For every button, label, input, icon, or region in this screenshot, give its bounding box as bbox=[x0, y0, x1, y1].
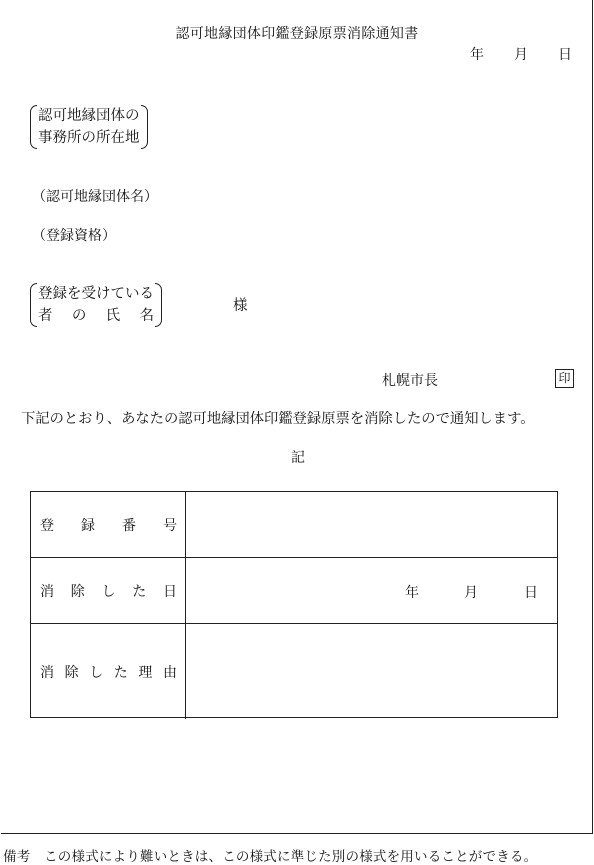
label-char: し bbox=[89, 664, 104, 681]
label-char: 日 bbox=[163, 583, 177, 600]
label-registration-number bbox=[31, 492, 186, 557]
date-day: 日 bbox=[558, 47, 572, 63]
label-char: 番 bbox=[122, 517, 136, 534]
label-char: 消 bbox=[40, 664, 54, 681]
label-char: た bbox=[132, 583, 147, 600]
address-label-line1: 認可地縁団体の bbox=[38, 108, 140, 124]
label-char: 号 bbox=[163, 517, 177, 534]
label-deletion-date bbox=[31, 558, 186, 623]
qualification-label: （登録資格） bbox=[32, 228, 116, 244]
label-char: 理 bbox=[138, 664, 153, 681]
label-char: た bbox=[113, 664, 128, 681]
record-table bbox=[30, 491, 558, 718]
label-char: 登 bbox=[40, 517, 54, 534]
honorific-sama: 様 bbox=[233, 298, 248, 314]
left-bracket bbox=[30, 105, 37, 149]
label-char: 除 bbox=[64, 664, 79, 681]
mayor-title: 札幌市長 bbox=[382, 373, 438, 389]
label-char: 除 bbox=[70, 583, 85, 600]
registrant-char: 名 bbox=[139, 308, 154, 324]
footer-note: 備考 この様式により難いときは、この様式に準じた別の様式を用いることができる。 bbox=[3, 849, 538, 865]
group-name-label: （認可地縁団体名） bbox=[32, 189, 158, 205]
label-char: 消 bbox=[40, 583, 54, 600]
table-row-deletion-date bbox=[31, 557, 557, 623]
registrant-field bbox=[38, 283, 154, 327]
registrant-char: の bbox=[71, 308, 87, 324]
table-row-deletion-reason bbox=[31, 623, 557, 719]
address-label-line2: 事務所の所在地 bbox=[38, 130, 140, 146]
seal-mark: 印 bbox=[555, 369, 574, 388]
label-deletion-reason bbox=[31, 624, 186, 719]
address-field bbox=[38, 105, 140, 149]
label-char: し bbox=[101, 583, 116, 600]
body-text: 下記のとおり、あなたの認可地縁団体印鑑登録原票を消除したので通知します。 bbox=[21, 411, 535, 427]
registrant-label-line2 bbox=[38, 305, 154, 327]
date-month: 月 bbox=[514, 47, 528, 63]
ki-heading: 記 bbox=[291, 450, 305, 466]
registrant-label-line1: 登録を受けている bbox=[38, 286, 154, 302]
value-deletion-reason bbox=[186, 624, 557, 719]
left-bracket bbox=[30, 283, 37, 327]
document-title: 認可地縁団体印鑑登録原票消除通知書 bbox=[175, 26, 419, 42]
value-registration-number bbox=[186, 492, 557, 557]
label-char: 録 bbox=[81, 517, 95, 534]
deletion-date-month: 月 bbox=[464, 585, 478, 601]
registrant-char: 氏 bbox=[105, 308, 121, 324]
right-bracket bbox=[155, 283, 162, 327]
deletion-date-day: 日 bbox=[524, 585, 538, 601]
right-bracket bbox=[141, 105, 148, 149]
label-char: 由 bbox=[162, 664, 177, 681]
date-year: 年 bbox=[470, 47, 484, 63]
registrant-char: 者 bbox=[38, 308, 53, 324]
deletion-date-year: 年 bbox=[405, 585, 419, 601]
table-row-registration-number bbox=[31, 492, 557, 557]
value-deletion-date bbox=[186, 558, 557, 623]
